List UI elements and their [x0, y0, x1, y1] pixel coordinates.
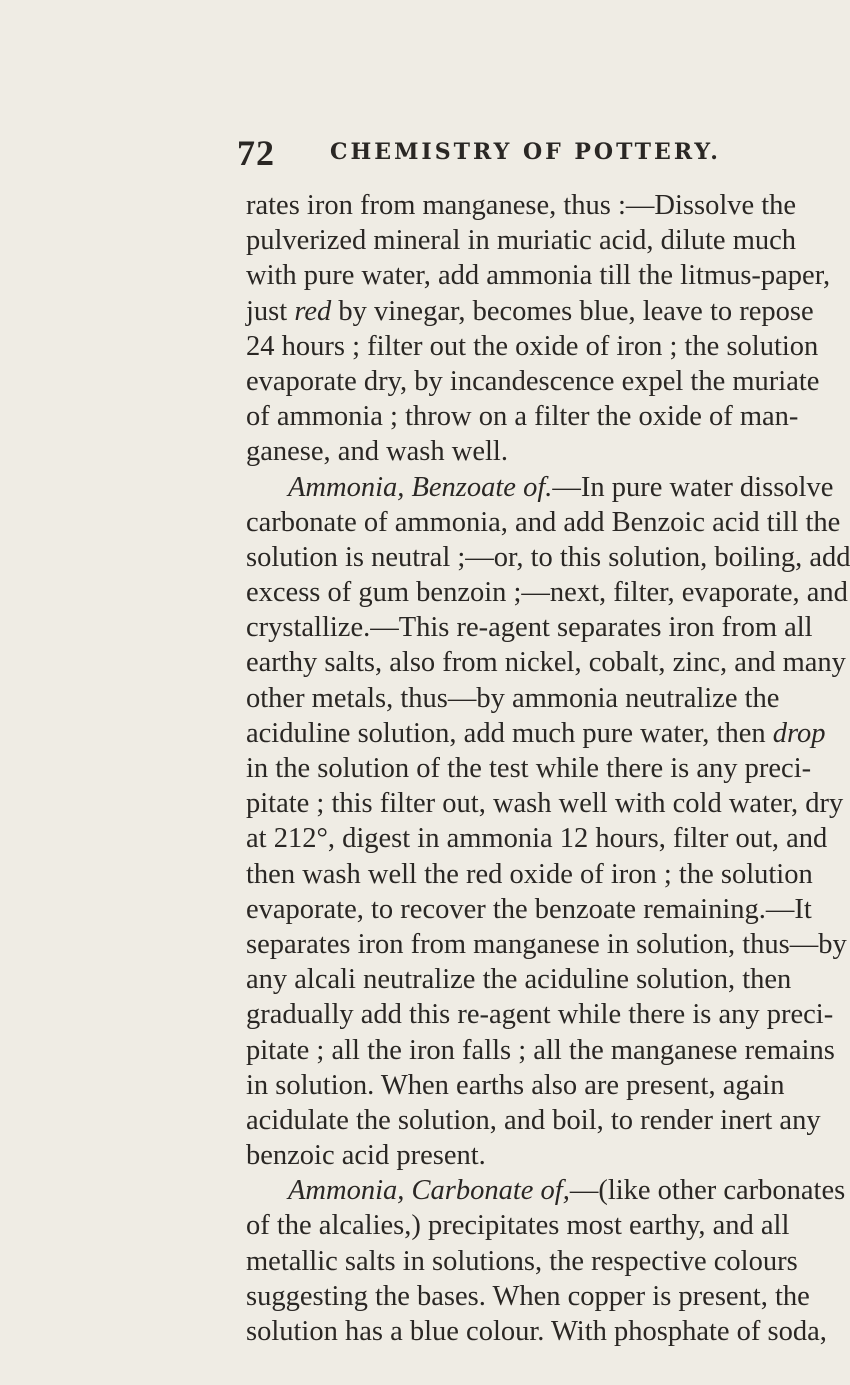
text-run: other metals, thus—by ammonia neutralize the [246, 682, 780, 714]
text-run: any alcali neutralize the aciduline solution, then [246, 964, 792, 996]
text-line [246, 1033, 835, 1068]
text-line [246, 610, 813, 645]
text-run: carbonate of ammonia, and add Benzoic acid till the [246, 506, 841, 538]
text-run: at 212°, digest in ammonia 12 hours, filter out, and [246, 823, 828, 855]
paragraph [246, 470, 850, 1174]
text-run: separates iron from manganese in solution, thus—by [246, 928, 847, 960]
text-line [246, 1314, 827, 1349]
text-run: rates iron from manganese, thus :—Dissolve the [246, 190, 797, 221]
text-run: aciduline solution, add much pure water, then [246, 717, 773, 749]
text-run: by vinegar, becomes blue, leave to repose [331, 295, 814, 327]
text-run: solution is neutral ;—or, to this solution, boiling, add [246, 541, 850, 573]
text-line [246, 258, 831, 293]
text-line [246, 645, 846, 680]
text-line [246, 470, 834, 505]
text-run: of ammonia ; throw on a filter the oxide of man- [246, 401, 799, 433]
text-line [246, 1279, 810, 1314]
paragraph [246, 1173, 846, 1349]
text-run: —In pure water dissolve [552, 471, 834, 503]
text-line [246, 399, 799, 434]
text-line [246, 786, 844, 821]
text-run: evaporate dry, by incandescence expel the muriate [246, 365, 820, 397]
text-line [246, 575, 848, 610]
text-line [246, 1138, 742, 1173]
text-line [246, 223, 797, 258]
text-run: —(like other carbonates [569, 1175, 846, 1207]
text-run: metallic salts in solutions, the respective colours [246, 1245, 798, 1277]
text-line [246, 188, 797, 223]
text-line [246, 681, 780, 716]
text-run: just [246, 295, 295, 327]
italic-run: Ammonia, Benzoate of. [288, 471, 553, 503]
text-run: then wash well the red oxide of iron ; the solution [246, 858, 813, 890]
italic-run: Ammonia, Carbonate of, [288, 1175, 570, 1207]
text-run: acidulate the solution, and boil, to render inert any [246, 1104, 821, 1136]
text-run: suggesting the bases. When copper is present, the [246, 1280, 810, 1312]
text-line [246, 329, 819, 364]
text-line [246, 364, 820, 399]
page-number: 72 [237, 133, 275, 173]
text-run: excess of gum benzoin ;—next, filter, evaporate, and [246, 577, 848, 609]
text-run: evaporate, to recover the benzoate remaining.—It [246, 893, 812, 925]
text-line [246, 1208, 790, 1243]
text-run: crystallize.—This re-agent separates iron from all [246, 612, 813, 644]
body-text [246, 188, 850, 1349]
text-line [246, 997, 834, 1032]
text-line [246, 716, 826, 751]
text-run: pulverized mineral in muriatic acid, dilute much [246, 225, 797, 257]
text-run: pitate ; this filter out, wash well with cold water, dry [246, 788, 844, 820]
text-run: benzoic acid present. [246, 1140, 486, 1172]
text-line [246, 927, 847, 962]
text-line [246, 294, 814, 329]
italic-run: red [294, 295, 332, 327]
text-line [246, 1103, 821, 1138]
text-run: with pure water, add ammonia till the litmus-paper, [246, 260, 831, 292]
text-line [246, 434, 742, 469]
text-run: gradually add this re-agent while there is any preci- [246, 999, 834, 1031]
text-line [246, 540, 850, 575]
text-line [246, 857, 813, 892]
text-run: of the alcalies,) precipitates most earthy, and all [246, 1210, 790, 1242]
text-line [246, 821, 828, 856]
running-title: CHEMISTRY OF POTTERY. [330, 139, 721, 165]
text-line [246, 892, 812, 927]
text-line [246, 505, 841, 540]
text-run: ganese, and wash well. [246, 436, 508, 468]
text-line [246, 1068, 785, 1103]
text-run: pitate ; all the iron falls ; all the manganese remains [246, 1034, 835, 1066]
text-run: earthy salts, also from nickel, cobalt, zinc, and many [246, 647, 846, 679]
page-header [0, 132, 800, 172]
text-line [246, 962, 792, 997]
text-run: in the solution of the test while there is any preci- [246, 753, 812, 784]
text-run: 24 hours ; filter out the oxide of iron ; the solution [246, 330, 819, 362]
text-line [246, 1244, 798, 1279]
text-run: solution has a blue colour. With phosphate of soda, [246, 1316, 827, 1347]
text-line [246, 751, 812, 786]
text-line [246, 1173, 846, 1208]
text-run: in solution. When earths also are present, again [246, 1069, 785, 1101]
italic-run: drop [772, 717, 826, 749]
paragraph [246, 188, 831, 470]
